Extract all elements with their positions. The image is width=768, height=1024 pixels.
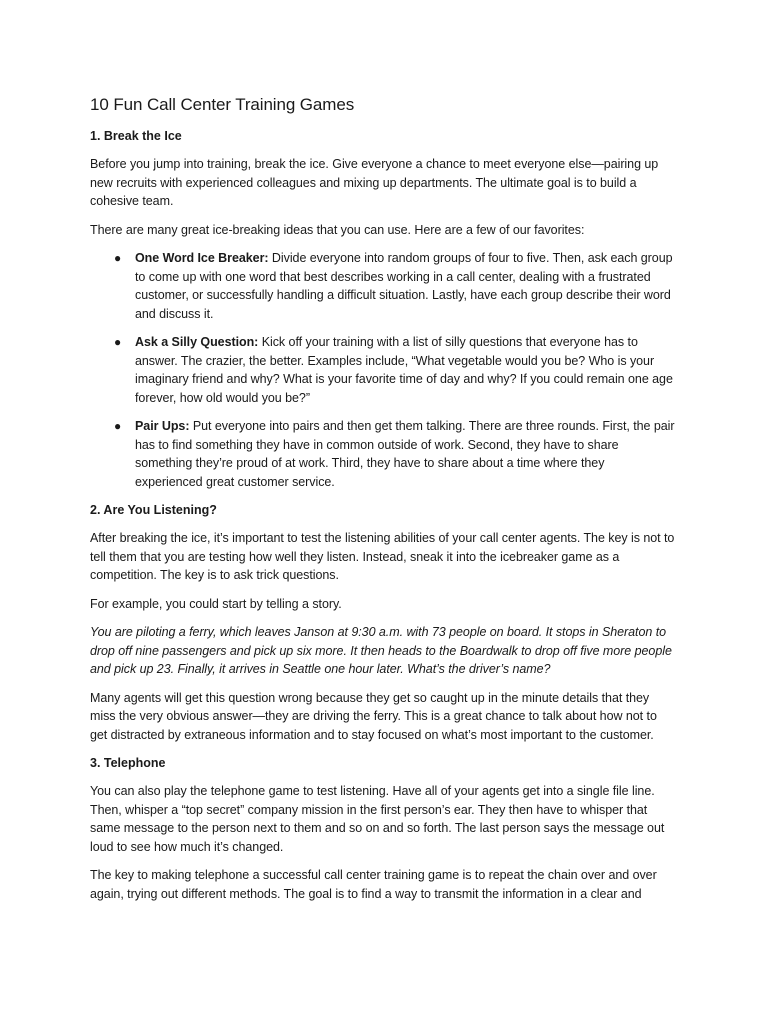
section-heading-telephone: 3. Telephone xyxy=(90,756,166,770)
list-item-text: Put everyone into pairs and then get them talking. There are three rounds. First, the pair has to find something they have in common outside of work. Second, they have to share something they’re proud of at work. Third, they have to share about a time where they experienced great customer service. xyxy=(135,419,675,489)
section-heading-are-you-listening: 2. Are You Listening? xyxy=(90,503,217,517)
paragraph: There are many great ice-breaking ideas that you can use. Here are a few of our favorites: xyxy=(90,222,585,237)
bullet-icon: ● xyxy=(114,419,122,433)
section-heading-break-the-ice: 1. Break the Ice xyxy=(90,129,182,143)
paragraph: For example, you could start by telling a story. xyxy=(90,596,342,611)
list-item-text: Divide everyone into random groups of four to five. Then, ask each group to come up with one word that best describes working in a call center, dealing with a frustrated customer, or successfully handling a difficult situation. Lastly, have each group describe their word and discuss it. xyxy=(135,251,673,321)
paragraph: Many agents will get this question wrong because they get so caught up in the minute details that they miss the very obvious answer—they are driving the ferry. This is a great chance to talk about how not to get distracted by extraneous information and to stay focused on what’s most important to the customer. xyxy=(90,690,657,742)
bullet-icon: ● xyxy=(114,251,122,265)
document-page xyxy=(90,94,675,913)
paragraph: After breaking the ice, it’s important to test the listening abilities of your call center agents. The key is not to tell them that you are testing how well they listen. Instead, sneak it into the icebreaker game as a competition. The key is to ask trick questions. xyxy=(90,531,675,582)
list-item-text: Kick off your training with a list of silly questions that everyone has to answer. The crazier, the better. Examples include, “What vegetable would you be? Who is your imaginary friend and why? What is your favorite time of day and why? If you could remain one age forever, how old would you be?” xyxy=(135,335,673,405)
list-item xyxy=(90,417,675,491)
list-item xyxy=(90,333,675,407)
list-item-lead: One Word Ice Breaker: xyxy=(135,251,269,265)
paragraph: The key to making telephone a successful call center training game is to repeat the chain over and over again, trying out different methods. The goal is to find a way to transmit the information in a clear and xyxy=(90,868,657,901)
document-title: 10 Fun Call Center Training Games xyxy=(90,95,355,114)
paragraph: Before you jump into training, break the ice. Give everyone a chance to meet everyone else—pairing up new recruits with experienced colleagues and mixing up departments. The ultimate goal is to build a cohesive team. xyxy=(90,157,659,208)
list-item-lead: Pair Ups: xyxy=(135,419,190,433)
bullet-icon: ● xyxy=(114,335,122,349)
paragraph: You can also play the telephone game to test listening. Have all of your agents get into a single file line. Then, whisper a “top secret” company mission in the first person’s ear. They then have to whisper that same message to the person next to them and so on and so forth. The last person says the message out loud to see how much it’s changed. xyxy=(90,784,665,854)
list-item xyxy=(90,249,675,323)
ice-breaker-list xyxy=(90,249,675,491)
list-item-lead: Ask a Silly Question: xyxy=(135,335,259,349)
story-paragraph: You are piloting a ferry, which leaves Janson at 9:30 a.m. with 73 people on board. It stops in Sheraton to drop off nine passengers and pick up six more. It then heads to the Boardwalk to drop off five more people and pick up 23. Finally, it arrives in Seattle one hour later. What’s the driver’s name? xyxy=(90,625,672,676)
